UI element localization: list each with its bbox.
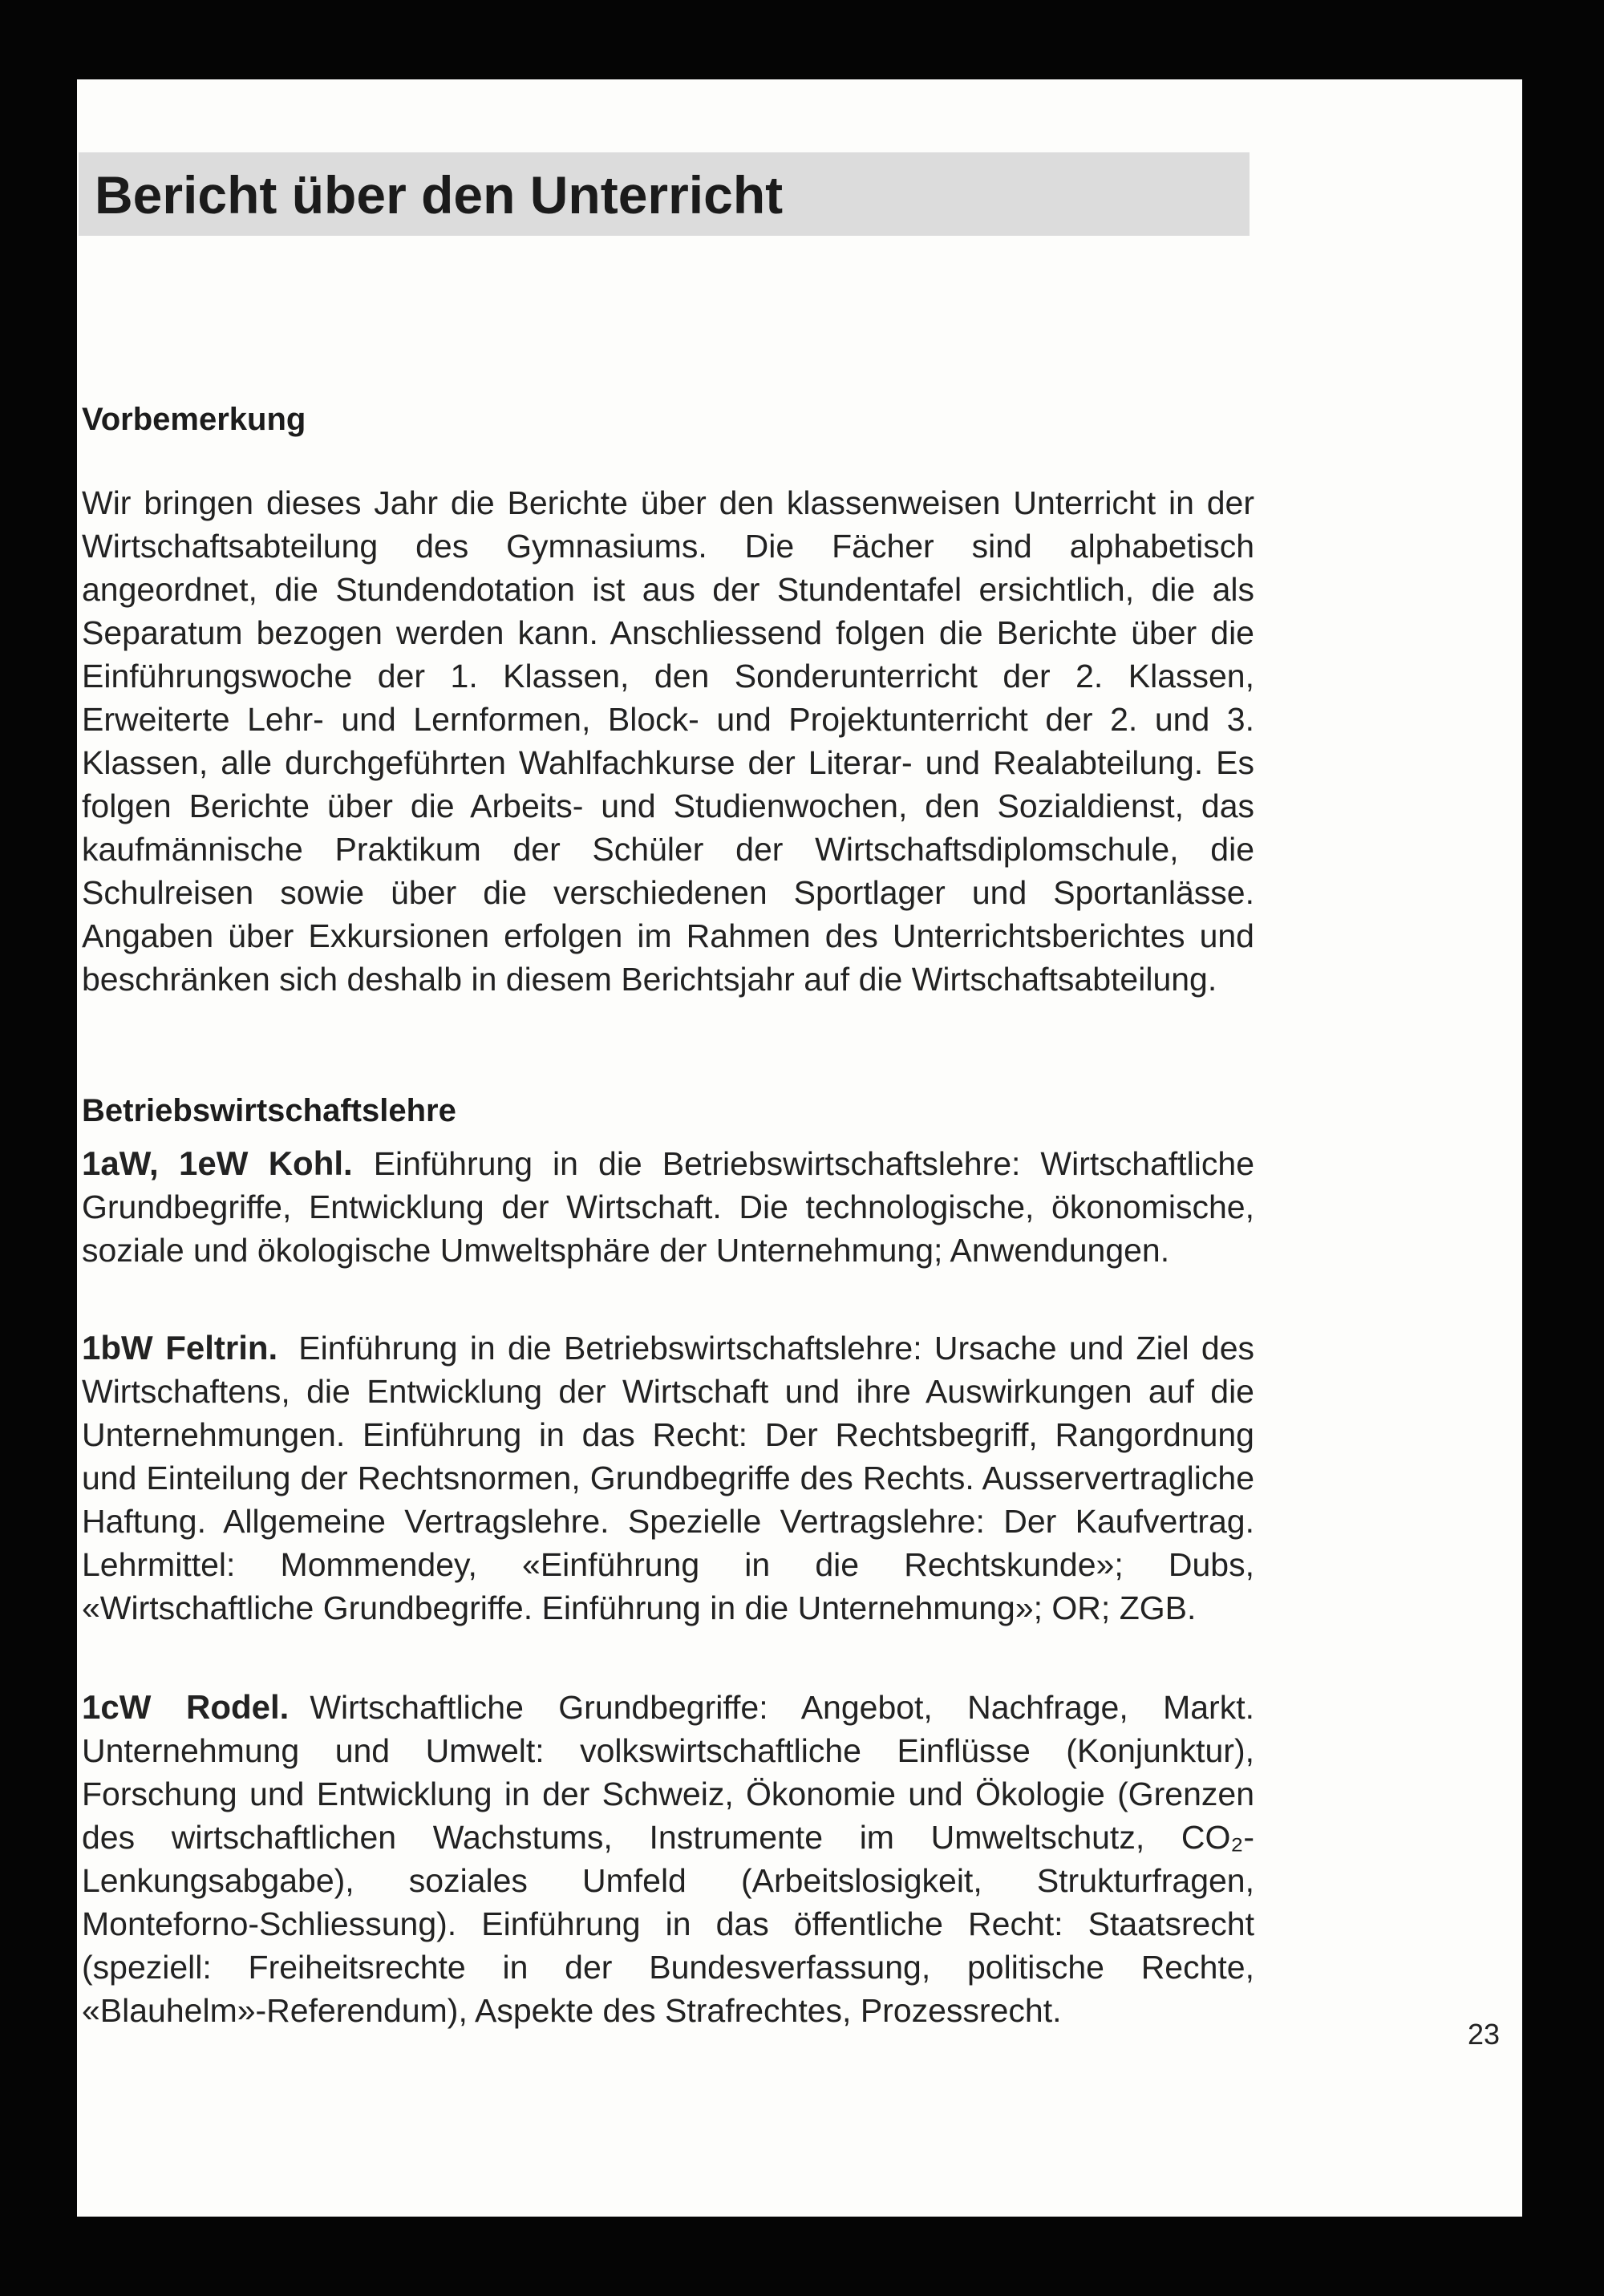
course-entry <box>82 1326 1254 1630</box>
course-label: 1aW, 1eW Kohl. <box>82 1144 353 1182</box>
subject-heading: Betriebswirtschaftslehre <box>82 1093 456 1128</box>
course-description: Wirtschaftliche Grundbegriffe: Angebot, Nachfrage, Markt. Unternehmung und Umwelt: volkswirtschaftliche Einflüsse (Konjunktur), Forschung und Entwicklung in der Schweiz, Ökonomie und Ökologie (Grenzen des wirtschaftlichen Wachstums, Instrumente im Umweltschutz, CO₂-Lenkungsabgabe), soziales Umfeld (Arbeitslosigkeit, Strukturfragen, Monteforno-Schliessung). Einführung in das öffentliche Recht: Staatsrecht (speziell: Freiheitsrechte in der Bundesverfassung, politische Rechte, «Blauhelm»-Referendum), Aspekte des Strafrechtes, Prozessrecht. <box>82 1689 1254 2029</box>
course-label: 1cW Rodel. <box>82 1688 290 1726</box>
course-entry <box>82 1142 1254 1272</box>
course-label: 1bW Feltrin. <box>82 1329 278 1367</box>
course-entry <box>82 1686 1254 2032</box>
page-number: 23 <box>1467 2018 1500 2051</box>
page-title: Bericht über den Unterricht <box>95 165 784 225</box>
course-description: Einführung in die Betriebswirtschaftslehre: Wirtschaftliche Grundbegriffe, Entwicklung der Wirtschaft. Die technologische, ökonomische, soziale und ökologische Umweltsphäre der Unternehmung; Anwendungen. <box>82 1145 1254 1269</box>
course-description: Einführung in die Betriebswirtschaftslehre: Ursache und Ziel des Wirtschaftens, die Entwicklung der Wirtschaft und ihre Auswirkungen auf die Unternehmungen. Einführung in das Recht: Der Rechtsbegriff, Rangordnung und Einteilung der Rechtsnormen, Grundbegriffe des Rechts. Ausservertragliche Haftung. Allgemeine Vertragslehre. Spezielle Vertragslehre: Der Kaufvertrag. Lehrmittel: Mommendey, «Einführung in die Rechtskunde»; Dubs, «Wirtschaftliche Grundbegriffe. Einführung in die Unternehmung»; OR; ZGB. <box>82 1330 1254 1626</box>
preface-heading: Vorbemerkung <box>82 402 306 437</box>
preface-paragraph: Wir bringen dieses Jahr die Berichte über den klassenweisen Unterricht in der Wirtschaftsabteilung des Gymnasiums. Die Fächer sind alphabetisch angeordnet, die Stundendotation ist aus der Stundentafel ersichtlich, die als Separatum bezogen werden kann. Anschliessend folgen die Berichte über die Einführungswoche der 1. Klassen, den Sonderunterricht der 2. Klassen, Erweiterte Lehr- und Lernformen, Block- und Projektunterricht der 2. und 3. Klassen, alle durchgeführten Wahlfachkurse der Literar- und Realabteilung. Es folgen Berichte über die Arbeits- und Studienwochen, den Sozialdienst, das kaufmännische Praktikum der Schüler der Wirtschaftsdiplomschule, die Schulreisen sowie über die verschiedenen Sportlager und Sportanlässe. Angaben über Exkursionen erfolgen im Rahmen des Unterrichtsberichtes und beschränken sich deshalb in diesem Berichtsjahr auf die Wirtschaftsabteilung. <box>82 484 1254 998</box>
